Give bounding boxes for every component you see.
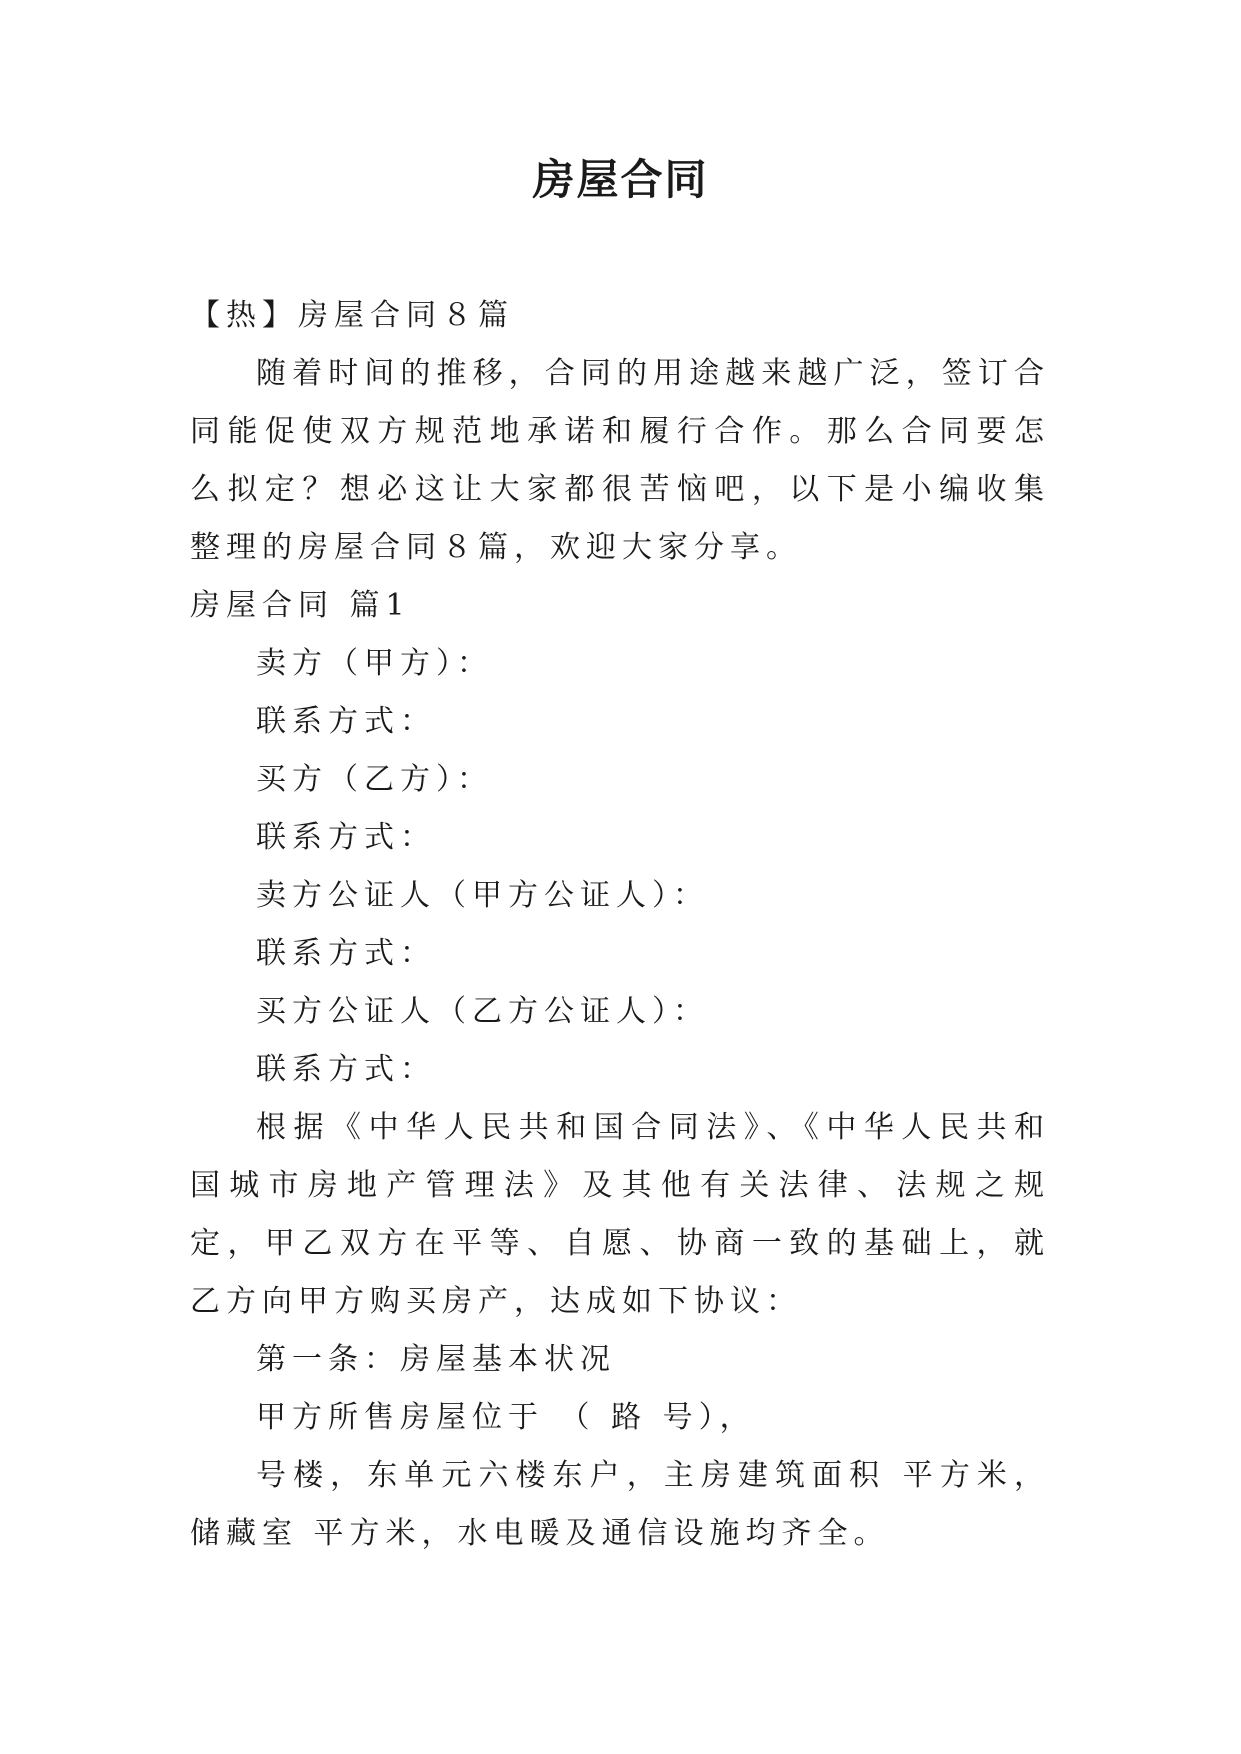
- document-title: 房屋合同: [532, 155, 709, 204]
- paragraph: 房屋合同 篇1: [190, 588, 411, 623]
- paragraph: 【热】房屋合同８篇: [190, 298, 514, 333]
- paragraph: 卖方公证人（甲方公证人）：: [256, 878, 709, 913]
- paragraph: 卖方（甲方）：: [256, 646, 493, 681]
- paragraph: 买方（乙方）：: [256, 762, 493, 797]
- paragraph: 联系方式：: [256, 820, 436, 855]
- paragraph: 根据《中华人民共和国合同法》、《中华人民共和国城市房地产管理法》及其他有关法律、法规之规定，甲乙双方在平等、自愿、协商一致的基础上，就乙方向甲方购买房产，达成如下协议：: [190, 1110, 1050, 1319]
- paragraph: 联系方式：: [256, 1052, 436, 1087]
- paragraph: 联系方式：: [256, 704, 436, 739]
- paragraph: 买方公证人（乙方公证人）：: [256, 994, 709, 1029]
- document-body: [190, 287, 1050, 1563]
- paragraph: 甲方所售房屋位于 （ 路 号），: [256, 1400, 756, 1435]
- paragraph: 号楼，东单元六楼东户，主房建筑面积 平方米，储藏室 平方米，水电暖及通信设施均齐全。: [190, 1458, 1050, 1551]
- paragraph: 联系方式：: [256, 936, 436, 971]
- paragraph: 随着时间的推移，合同的用途越来越广泛，签订合同能促使双方规范地承诺和履行合作。那么合同要怎么拟定？想必这让大家都很苦恼吧，以下是小编收集整理的房屋合同８篇，欢迎大家分享。: [190, 356, 1050, 565]
- paragraph: 第一条：房屋基本状况: [256, 1342, 616, 1377]
